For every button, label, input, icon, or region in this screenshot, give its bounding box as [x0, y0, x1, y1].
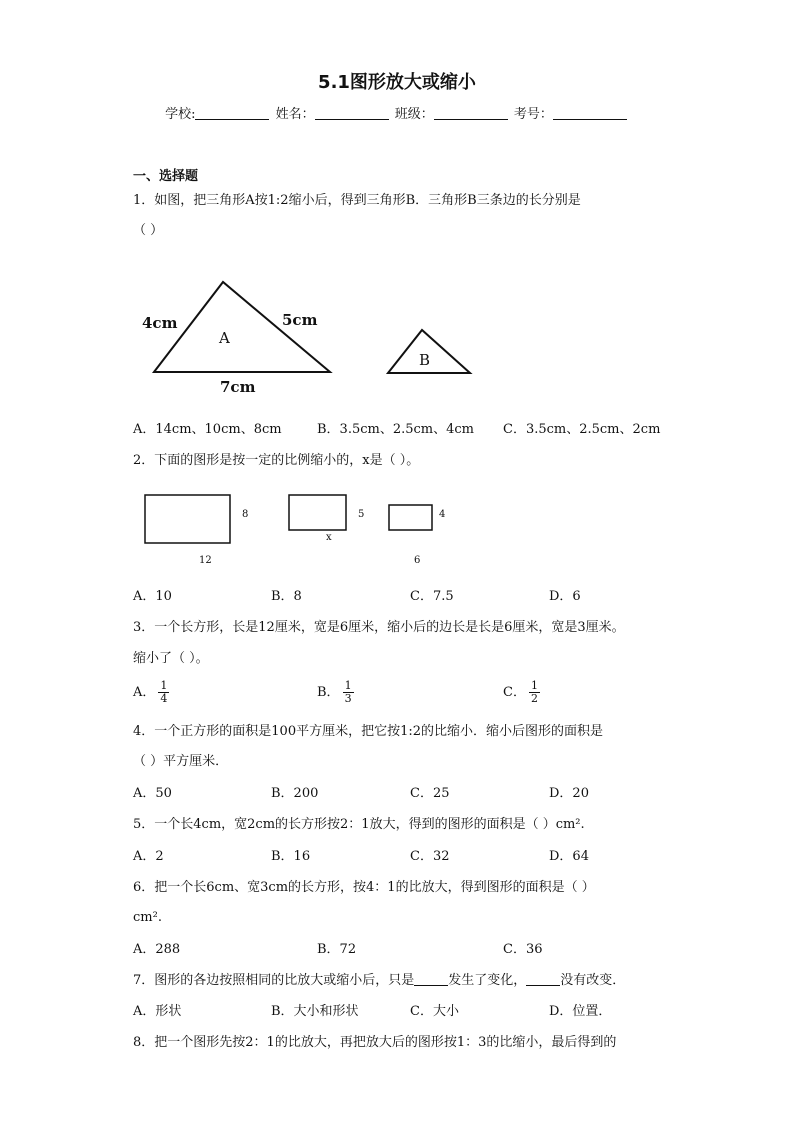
q3-option-b[interactable] — [317, 680, 354, 705]
question-4-line2: （ ）平方厘米． — [133, 754, 229, 769]
question-7-text-part3: 没有改变． — [560, 973, 626, 988]
question-3-line1: 3．一个长方形，长是12厘米，宽是6厘米，缩小后的边长是长是6厘米，宽是3厘米。 — [133, 620, 625, 635]
q7-option-c[interactable]: C．大小 — [410, 1004, 459, 1019]
fraction-denominator: 3 — [344, 692, 352, 705]
triangle-a-name: A — [219, 329, 230, 347]
rectangle-2-width-label: x — [326, 532, 332, 543]
question-7-line1 — [133, 973, 625, 989]
triangle-a-figure — [140, 275, 340, 400]
q3-option-a-fraction — [158, 680, 169, 705]
rectangle-1 — [145, 495, 230, 543]
q4-option-c[interactable]: C．25 — [410, 786, 450, 801]
question-2-line1: 2．下面的图形是按一定的比例缩小的，x是（ ）。 — [133, 453, 420, 468]
question-6-line1: 6．把一个长6cm、宽3cm的长方形，按4：1的比放大，得到图形的面积是（ ） — [133, 880, 595, 895]
q4-option-a[interactable]: A．50 — [133, 786, 172, 801]
question-5-line1: 5．一个长4cm，宽2cm的长方形按2：1放大，得到的图形的面积是（ ）cm². — [133, 817, 585, 832]
q2-option-d[interactable]: D．6 — [549, 589, 581, 604]
page-title: 5.1图形放大或缩小 — [318, 72, 476, 93]
q7-option-a[interactable]: A．形状 — [133, 1004, 182, 1019]
q6-option-a[interactable]: A．288 — [133, 942, 181, 957]
name-label: 姓名： — [275, 107, 315, 122]
q5-option-a[interactable]: A．2 — [133, 849, 164, 864]
q5-option-b[interactable]: B．16 — [271, 849, 311, 864]
q3-option-c-fraction — [529, 680, 540, 705]
triangle-a-left-side-label: 4cm — [142, 314, 178, 332]
question-8-line1: 8．把一个图形先按2：1的比放大，再把放大后的图形按1：3的比缩小，最后得到的 — [133, 1035, 617, 1050]
fraction-numerator: 1 — [344, 679, 352, 692]
q5-option-d[interactable]: D．64 — [549, 849, 589, 864]
triangle-a-bottom-side-label: 7cm — [220, 378, 256, 396]
school-blank[interactable] — [195, 107, 269, 120]
class-label: 班级： — [394, 107, 434, 122]
question-7-text-part2: 发生了变化， — [448, 973, 527, 988]
q4-option-b[interactable]: B．200 — [271, 786, 319, 801]
school-label: 学校: — [165, 107, 196, 122]
q3-option-c[interactable] — [503, 680, 540, 705]
rectangle-3-height-label: 4 — [439, 509, 446, 520]
q6-option-b[interactable]: B．72 — [317, 942, 357, 957]
q7-option-d[interactable]: D．位置． — [549, 1004, 612, 1019]
q5-option-c[interactable]: C．32 — [410, 849, 450, 864]
fraction-denominator: 2 — [530, 692, 538, 705]
q4-option-d[interactable]: D．20 — [549, 786, 589, 801]
question-7-text-part1: 7．图形的各边按照相同的比放大或缩小后，只是 — [133, 973, 415, 988]
triangle-b-figure — [384, 326, 476, 378]
exam-no-label: 考号： — [513, 107, 553, 122]
rectangle-2 — [289, 495, 346, 530]
q2-option-a[interactable]: A．10 — [133, 589, 172, 604]
question-4-line1: 4．一个正方形的面积是100平方厘米，把它按1:2的比缩小．缩小后图形的面积是 — [133, 724, 604, 739]
fraction-denominator: 4 — [160, 692, 168, 705]
question-1-line2: （ ） — [133, 223, 164, 238]
student-info-line — [0, 103, 794, 122]
rectangle-2-height-label: 5 — [358, 509, 365, 520]
question-7-blank-1[interactable] — [414, 973, 448, 986]
rectangle-3 — [389, 505, 432, 530]
question-3-line2: 缩小了（ ）。 — [133, 651, 209, 666]
rectangles-figure — [140, 490, 460, 570]
name-blank[interactable] — [315, 107, 389, 120]
triangle-b-name: B — [419, 351, 431, 369]
q2-option-c[interactable]: C．7.5 — [410, 589, 454, 604]
q3-option-a-label: A． — [133, 685, 156, 700]
question-7-blank-2[interactable] — [526, 973, 560, 986]
question-6-line2: cm². — [133, 910, 162, 925]
q1-option-b[interactable]: B．3.5cm、2.5cm、4cm — [317, 422, 474, 437]
q3-option-c-label: C． — [503, 685, 526, 700]
triangle-a-right-side-label: 5cm — [282, 311, 318, 329]
q3-option-b-fraction — [343, 680, 354, 705]
fraction-numerator: 1 — [160, 679, 168, 692]
q1-option-a[interactable]: A．14cm、10cm、8cm — [133, 422, 282, 437]
q3-option-a[interactable] — [133, 680, 169, 705]
rectangle-1-height-label: 8 — [242, 509, 249, 520]
fraction-numerator: 1 — [530, 679, 538, 692]
rectangle-3-width-label: 6 — [414, 555, 421, 566]
class-blank[interactable] — [434, 107, 508, 120]
q1-option-c[interactable]: C．3.5cm、2.5cm、2cm — [503, 422, 661, 437]
q7-option-b[interactable]: B．大小和形状 — [271, 1004, 359, 1019]
exam-no-blank[interactable] — [553, 107, 627, 120]
q6-option-c[interactable]: C．36 — [503, 942, 543, 957]
q2-option-b[interactable]: B．8 — [271, 589, 302, 604]
rectangle-1-width-label: 12 — [199, 555, 212, 566]
section-title: 一、选择题 — [133, 169, 199, 184]
question-1-line1: 1．如图，把三角形A按1:2缩小后，得到三角形B．三角形B三条边的长分别是 — [133, 193, 581, 208]
q3-option-b-label: B． — [317, 685, 340, 700]
